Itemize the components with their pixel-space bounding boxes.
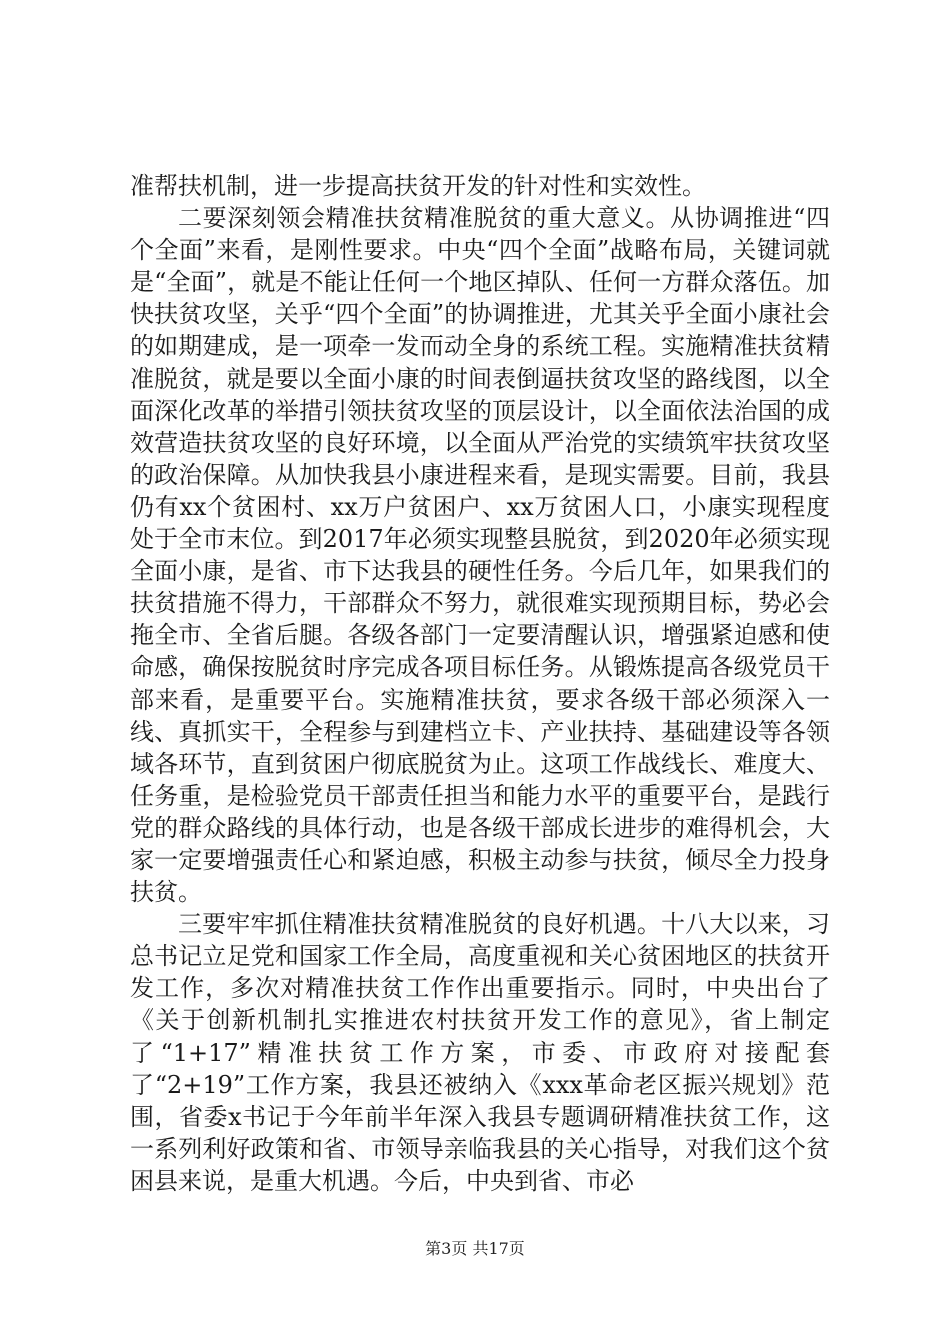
body-text	[130, 170, 830, 1197]
paragraph-continued: 准帮扶机制，进一步提高扶贫开发的针对性和实效性。	[130, 172, 706, 200]
paragraph-significance: 二要深刻领会精准扶贫精准脱贫的重大意义。从协调推进“四个全面”来看，是刚性要求。中央“四个全面”战略布局，关键词就是“全面”，就是不能让任何一个地区掉队、任何一方群众落伍。加快扶贫攻坚，关乎“四个全面”的协调推进，尤其关乎全面小康社会的如期建成，是一项牵一发而动全身的系统工程。实施精准扶贫精准脱贫，就是要以全面小康的时间表倒逼扶贫攻坚的路线图，以全面深化改革的举措引领扶贫攻坚的顶层设计，以全面依法治国的成效营造扶贫攻坚的良好环境，以全面从严治党的实绩筑牢扶贫攻坚的政治保障。从加快我县小康进程来看，是现实需要。目前，我县仍有xx个贫困村、xx万户贫困户、xx万贫困人口，小康实现程度处于全市末位。到2017年必须实现整县脱贫，到2020年必须实现全面小康，是省、市下达我县的硬性任务。今后几年，如果我们的扶贫措施不得力，干部群众不努力，就很难实现预期目标，势必会拖全市、全省后腿。各级各部门一定要清醒认识，增强紧迫感和使命感，确保按脱贫时序完成各项目标任务。从锻炼提高各级党员干部来看，是重要平台。实施精准扶贫，要求各级干部必须深入一线、真抓实干，全程参与到建档立卡、产业扶持、基础建设等各领域各环节，直到贫困户彻底脱贫为止。这项工作战线长、难度大、任务重，是检验党员干部责任担当和能力水平的重要平台，是践行党的群众路线的具体行动，也是各级干部成长进步的难得机会，大家一定要增强责任心和紧迫感，积极主动参与扶贫，倾尽全力投身扶贫。	[130, 204, 830, 907]
page-footer: 第3页 共17页	[425, 1239, 525, 1258]
paragraph-opportunity: 三要牢牢抓住精准扶贫精准脱贫的良好机遇。十八大以来，习总书记立足党和国家工作全局，高度重视和关心贫困地区的扶贫开发工作，多次对精准扶贫工作作出重要指示。同时，中央出台了《关于创新机制扎实推进农村扶贫开发工作的意见》，省上制定了“1+17”精准扶贫工作方案，市委、市政府对接配套了“2+19”工作方案，我县还被纳入《xxx革命老区振兴规划》范围，省委x书记于今年前半年深入我县专题调研精准扶贫工作，这一系列利好政策和省、市领导亲临我县的关心指导，对我们这个贫困县来说，是重大机遇。今后，中央到省、市必	[130, 910, 830, 1195]
